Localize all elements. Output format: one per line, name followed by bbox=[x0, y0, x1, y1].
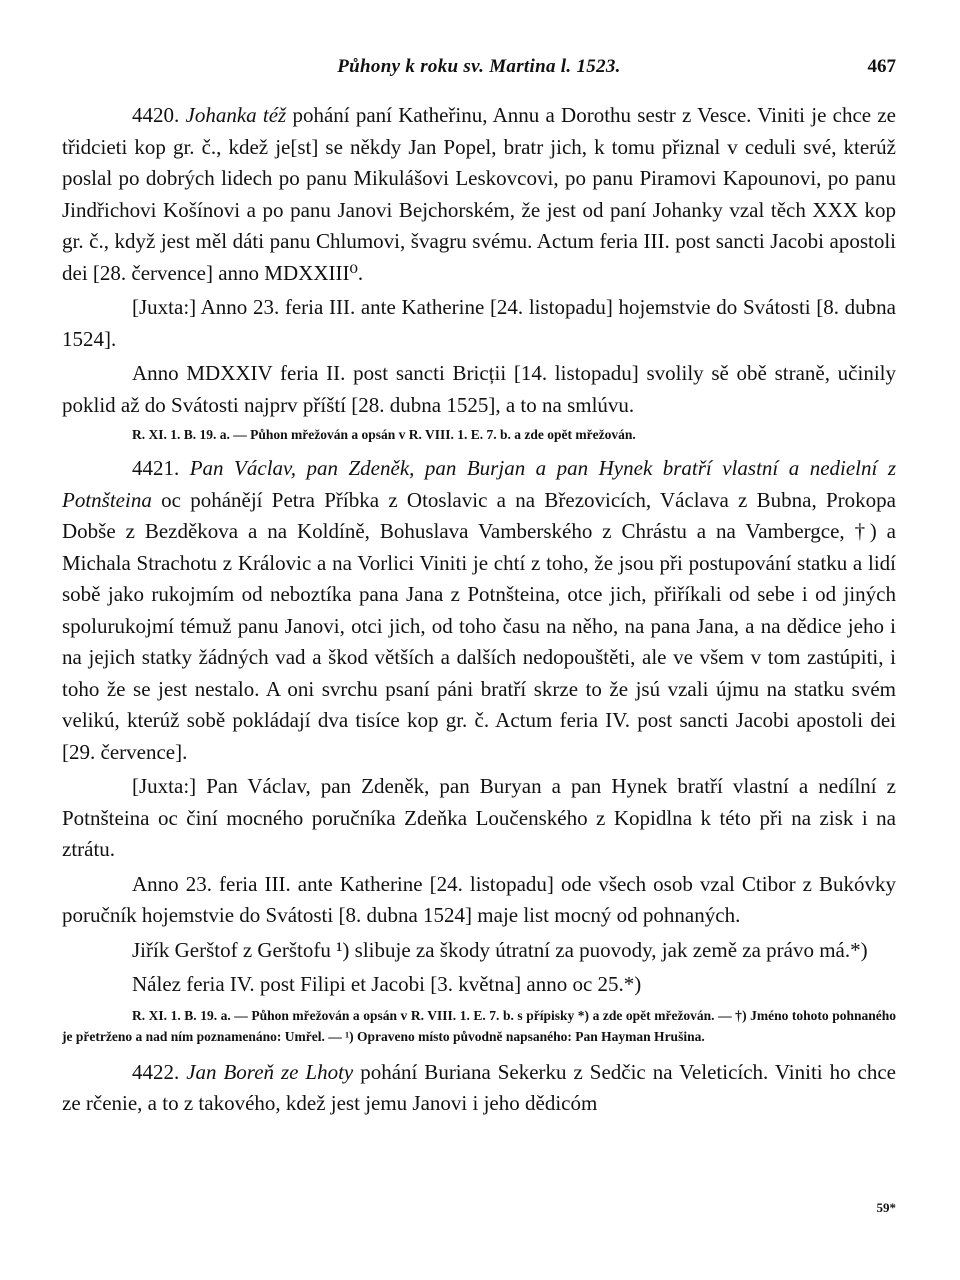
entry-4421-paragraph-5: Nález feria IV. post Filipi et Jacobi [3. května] anno oc 25.*) bbox=[132, 972, 642, 996]
entry-lead: Johanka též bbox=[185, 103, 287, 127]
signature-mark: 59* bbox=[876, 1200, 896, 1215]
entry-4421-paragraph-4: Jiřík Gerštof z Gerštofu ¹) slibuje za škody útratní za puovody, jak země za právo má.*) bbox=[132, 937, 868, 962]
body-text bbox=[62, 94, 896, 1123]
entry-4421-paragraph-2: [Juxta:] Pan Václav, pan Zdeněk, pan Buryan a pan Hynek bratří vlastní a nedílní z Potnšteina oc činí mocného poručníka Zdeňka Loučenského z Kopidlna k této při na zisk i na ztrátu. bbox=[62, 774, 896, 861]
entry-number: 4422. bbox=[132, 1059, 180, 1084]
page-number: 467 bbox=[867, 56, 896, 77]
entry-text: pohání Buriana Sekerku z Sedčic na Veleticích. Viniti ho chce ze rčenie, a to z takového, kdež jest jemu Janovi i jeho dědicóm bbox=[62, 1059, 896, 1115]
entry-4421-paragraph-3: Anno 23. feria III. ante Katherine [24. listopadu] ode všech osob vzal Ctibor z Bukóvky poručník hojemstvie do Svátosti [8. dubna 1524] maje list mocný od pohnaných. bbox=[62, 871, 896, 927]
entry-4420-paragraph-3: Anno MDXXIV feria II. post sancti Bricții [14. listopadu] svolily sě obě straně, učinily poklid až do Svátosti najprv příští [28. dubna 1525], a to na smlúvu. bbox=[62, 361, 896, 417]
entry-number: 4421. bbox=[132, 456, 180, 480]
running-head-title: Půhony k roku sv. Martina l. 1523. bbox=[337, 56, 621, 77]
entry-4420-note: R. XI. 1. B. 19. a. — Půhon mřežován a opsán v R. VIII. 1. E. 7. b. a zde opět mřežován. bbox=[132, 427, 636, 442]
running-head bbox=[62, 56, 896, 86]
entry-4422-paragraph-1 bbox=[62, 1057, 896, 1120]
entry-lead: Jan Boreň ze Lhoty bbox=[186, 1059, 354, 1084]
entry-lead: Pan Václav, pan Zdeněk, pan Burjan a pan Hynek bratří vlastní a nedielní z Potnšteina bbox=[62, 456, 896, 512]
entry-4420-paragraph-2: [Juxta:] Anno 23. feria III. ante Katherine [24. listopadu] hojemstvie do Svátosti [8. dubna 1524]. bbox=[62, 295, 896, 351]
entry-text: pohání paní Katheřinu, Annu a Dorothu sestr z Vesce. Viniti je chce ze třidcieti kop gr. č., kdež je[st] se někdy Jan Popel, bratr jich, k tomu přiznal v ceduli své, kterúž poslal po dobrých lidech po panu Mikulášovi Leskovcovi, po panu Piramovi Kapounovi, po panu Jindřichovi Košínovi a po panu Janovi Bejchorském, že jest od paní Johanky vzal těch XXX kop gr. č., když jest měl dáti panu Chlumovi, švagru svému. Actum feria III. post sancti Jacobi apostoli dei [28. července] anno MDXXIII⁰. bbox=[62, 103, 896, 285]
entry-4421-note: R. XI. 1. B. 19. a. — Půhon mřežován a opsán v R. VIII. 1. E. 7. b. s přípisky *) a zde opět mřežován. — †) Jméno tohoto pohnaného je přetrženo a nad ním poznamenáno: Umřel. — ¹) Opraveno místo původně napsaného: Pan Hayman Hrušina. bbox=[62, 1007, 896, 1044]
entry-4420-paragraph-1 bbox=[62, 100, 896, 289]
entry-text: oc pohánějí Petra Příbka z Otoslavic a na Březovicích, Václava z Bubna, Prokopa Dobše z Bezděkova a na Koldíně, Bohuslava Vamberského z Chrástu a na Vambergce, †) a Michala Strachotu z Královic a na Vorlici Viniti je chtí z toho, že jsou při postupování statku a lidí sobě jako rukojmím od neboztíka pana Jana z Potnšteina, otce jich, přiříkali od sebe i od jiných spolurukojmí témuž panu Janovi, otci jich, od toho času na něho, na pana Jana, a na dědice jeho i na jejich statky žádných vad a škod větších a dalších nedopouštěti, ale ve všem v tom zastúpiti, i toho že se jest nestalo. A oni svrchu psaní páni bratří skrze to že jsú vzali újmu na statku svém velikú, kterúž sobě pokládají dva tisíce kop gr. č. Actum feria IV. post sancti Jacobi apostoli dei [29. července]. bbox=[62, 487, 896, 764]
entry-number: 4420. bbox=[132, 103, 180, 127]
entry-4421-paragraph-1 bbox=[62, 453, 896, 768]
